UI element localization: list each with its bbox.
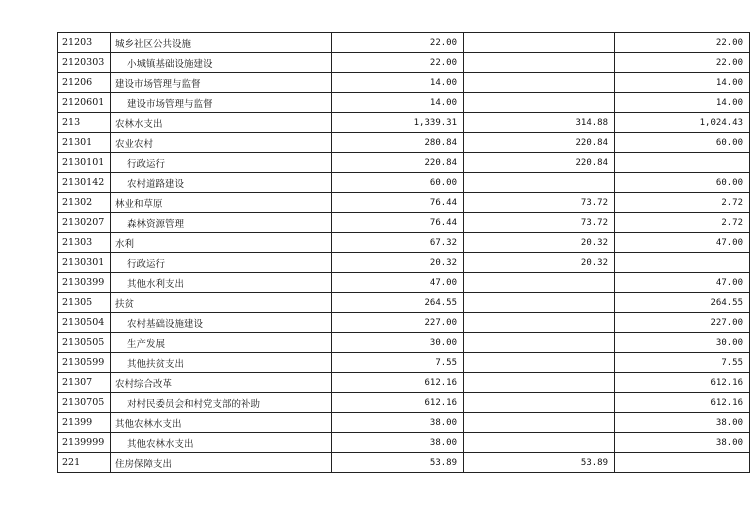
total-amount-cell: 38.00	[332, 433, 464, 453]
subject-name-cell	[111, 93, 332, 113]
subject-name-label: 对村民委员会和村党支部的补助	[127, 398, 261, 410]
project-expenditure-cell: 612.16	[615, 373, 750, 393]
subject-name-label: 农业农村	[115, 138, 154, 150]
subject-name-label: 其他农林水支出	[127, 438, 194, 450]
subject-name-cell	[111, 133, 332, 153]
subject-name-label: 林业和草原	[115, 198, 163, 210]
total-amount-cell: 14.00	[332, 73, 464, 93]
subject-code-cell: 2130599	[58, 353, 111, 373]
total-amount-cell: 76.44	[332, 213, 464, 233]
basic-expenditure-cell	[464, 73, 615, 93]
subject-name-label: 农村道路建设	[127, 178, 185, 190]
table-row	[58, 313, 750, 333]
basic-expenditure-cell	[464, 393, 615, 413]
total-amount-cell: 14.00	[332, 93, 464, 113]
basic-expenditure-cell: 20.32	[464, 233, 615, 253]
subject-name-cell	[111, 53, 332, 73]
table-row	[58, 253, 750, 273]
table-row	[58, 293, 750, 313]
subject-name-cell	[111, 213, 332, 233]
total-amount-cell: 30.00	[332, 333, 464, 353]
project-expenditure-cell: 14.00	[615, 73, 750, 93]
project-expenditure-cell: 22.00	[615, 53, 750, 73]
project-expenditure-cell: 612.16	[615, 393, 750, 413]
total-amount-cell: 1,339.31	[332, 113, 464, 133]
table-row	[58, 213, 750, 233]
expenditure-table	[57, 32, 750, 473]
project-expenditure-cell: 60.00	[615, 173, 750, 193]
subject-code-cell: 21399	[58, 413, 111, 433]
subject-code-cell: 213	[58, 113, 111, 133]
subject-name-label: 其他农林水支出	[115, 418, 182, 430]
subject-name-cell	[111, 33, 332, 53]
basic-expenditure-cell: 73.72	[464, 193, 615, 213]
subject-code-cell: 21206	[58, 73, 111, 93]
subject-name-cell	[111, 73, 332, 93]
table-row	[58, 273, 750, 293]
subject-name-cell	[111, 173, 332, 193]
total-amount-cell: 22.00	[332, 33, 464, 53]
table-row	[58, 53, 750, 73]
subject-name-label: 小城镇基础设施建设	[127, 58, 213, 70]
project-expenditure-cell: 7.55	[615, 353, 750, 373]
project-expenditure-cell: 60.00	[615, 133, 750, 153]
subject-code-cell: 2130101	[58, 153, 111, 173]
subject-name-cell	[111, 233, 332, 253]
basic-expenditure-cell	[464, 433, 615, 453]
subject-code-cell: 2130142	[58, 173, 111, 193]
table-row	[58, 33, 750, 53]
basic-expenditure-cell	[464, 313, 615, 333]
project-expenditure-cell: 1,024.43	[615, 113, 750, 133]
subject-name-label: 农村基础设施建设	[127, 318, 204, 330]
basic-expenditure-cell	[464, 413, 615, 433]
basic-expenditure-cell: 53.89	[464, 453, 615, 473]
subject-code-cell: 21305	[58, 293, 111, 313]
subject-code-cell: 21302	[58, 193, 111, 213]
total-amount-cell: 20.32	[332, 253, 464, 273]
project-expenditure-cell: 264.55	[615, 293, 750, 313]
total-amount-cell: 7.55	[332, 353, 464, 373]
subject-code-cell: 21203	[58, 33, 111, 53]
subject-code-cell: 2120303	[58, 53, 111, 73]
subject-name-label: 扶贫	[115, 298, 135, 310]
basic-expenditure-cell	[464, 333, 615, 353]
total-amount-cell: 53.89	[332, 453, 464, 473]
basic-expenditure-cell	[464, 293, 615, 313]
basic-expenditure-cell	[464, 53, 615, 73]
project-expenditure-cell: 227.00	[615, 313, 750, 333]
total-amount-cell: 22.00	[332, 53, 464, 73]
subject-code-cell: 2139999	[58, 433, 111, 453]
basic-expenditure-cell: 73.72	[464, 213, 615, 233]
table-row	[58, 433, 750, 453]
project-expenditure-cell: 30.00	[615, 333, 750, 353]
project-expenditure-cell: 22.00	[615, 33, 750, 53]
project-expenditure-cell	[615, 153, 750, 173]
subject-name-label: 城乡社区公共设施	[115, 38, 192, 50]
project-expenditure-cell: 2.72	[615, 193, 750, 213]
table-row	[58, 93, 750, 113]
basic-expenditure-cell	[464, 173, 615, 193]
subject-name-cell	[111, 153, 332, 173]
subject-name-cell	[111, 293, 332, 313]
project-expenditure-cell	[615, 453, 750, 473]
subject-code-cell: 2120601	[58, 93, 111, 113]
total-amount-cell: 227.00	[332, 313, 464, 333]
total-amount-cell: 612.16	[332, 373, 464, 393]
subject-name-cell	[111, 353, 332, 373]
table-row	[58, 393, 750, 413]
subject-name-cell	[111, 113, 332, 133]
total-amount-cell: 60.00	[332, 173, 464, 193]
total-amount-cell: 67.32	[332, 233, 464, 253]
subject-code-cell: 2130399	[58, 273, 111, 293]
subject-name-cell	[111, 253, 332, 273]
basic-expenditure-cell	[464, 33, 615, 53]
expenditure-table-body	[58, 33, 750, 473]
subject-name-label: 行政运行	[127, 258, 166, 270]
subject-code-cell: 21307	[58, 373, 111, 393]
total-amount-cell: 38.00	[332, 413, 464, 433]
project-expenditure-cell: 47.00	[615, 273, 750, 293]
table-row	[58, 373, 750, 393]
total-amount-cell: 220.84	[332, 153, 464, 173]
subject-code-cell: 2130301	[58, 253, 111, 273]
subject-name-cell	[111, 453, 332, 473]
project-expenditure-cell	[615, 253, 750, 273]
subject-name-cell	[111, 313, 332, 333]
table-row	[58, 133, 750, 153]
subject-name-label: 其他扶贫支出	[127, 358, 185, 370]
project-expenditure-cell: 38.00	[615, 433, 750, 453]
subject-code-cell: 221	[58, 453, 111, 473]
total-amount-cell: 280.84	[332, 133, 464, 153]
table-row	[58, 453, 750, 473]
total-amount-cell: 47.00	[332, 273, 464, 293]
subject-code-cell: 21303	[58, 233, 111, 253]
subject-name-cell	[111, 193, 332, 213]
subject-code-cell: 21301	[58, 133, 111, 153]
subject-name-label: 建设市场管理与监督	[127, 98, 213, 110]
subject-name-label: 其他水利支出	[127, 278, 185, 290]
subject-code-cell: 2130505	[58, 333, 111, 353]
subject-code-cell: 2130207	[58, 213, 111, 233]
table-row	[58, 333, 750, 353]
subject-name-cell	[111, 373, 332, 393]
table-row	[58, 113, 750, 133]
table-row	[58, 153, 750, 173]
total-amount-cell: 76.44	[332, 193, 464, 213]
subject-name-cell	[111, 413, 332, 433]
subject-name-label: 住房保障支出	[115, 458, 173, 470]
subject-name-cell	[111, 333, 332, 353]
table-row	[58, 173, 750, 193]
total-amount-cell: 264.55	[332, 293, 464, 313]
basic-expenditure-cell	[464, 93, 615, 113]
basic-expenditure-cell	[464, 273, 615, 293]
subject-name-cell	[111, 433, 332, 453]
subject-name-cell	[111, 393, 332, 413]
subject-code-cell: 2130504	[58, 313, 111, 333]
total-amount-cell: 612.16	[332, 393, 464, 413]
subject-name-cell	[111, 273, 332, 293]
basic-expenditure-cell: 314.88	[464, 113, 615, 133]
table-row	[58, 233, 750, 253]
subject-code-cell: 2130705	[58, 393, 111, 413]
project-expenditure-cell: 2.72	[615, 213, 750, 233]
table-row	[58, 73, 750, 93]
subject-name-label: 水利	[115, 238, 135, 250]
subject-name-label: 建设市场管理与监督	[115, 78, 201, 90]
subject-name-label: 农村综合改革	[115, 378, 173, 390]
table-row	[58, 353, 750, 373]
project-expenditure-cell: 47.00	[615, 233, 750, 253]
table-row	[58, 193, 750, 213]
basic-expenditure-cell	[464, 353, 615, 373]
basic-expenditure-cell: 20.32	[464, 253, 615, 273]
table-row	[58, 413, 750, 433]
project-expenditure-cell: 14.00	[615, 93, 750, 113]
project-expenditure-cell: 38.00	[615, 413, 750, 433]
subject-name-label: 行政运行	[127, 158, 166, 170]
subject-name-label: 生产发展	[127, 338, 166, 350]
basic-expenditure-cell	[464, 373, 615, 393]
basic-expenditure-cell: 220.84	[464, 153, 615, 173]
subject-name-label: 森林资源管理	[127, 218, 185, 230]
subject-name-label: 农林水支出	[115, 118, 163, 130]
basic-expenditure-cell: 220.84	[464, 133, 615, 153]
